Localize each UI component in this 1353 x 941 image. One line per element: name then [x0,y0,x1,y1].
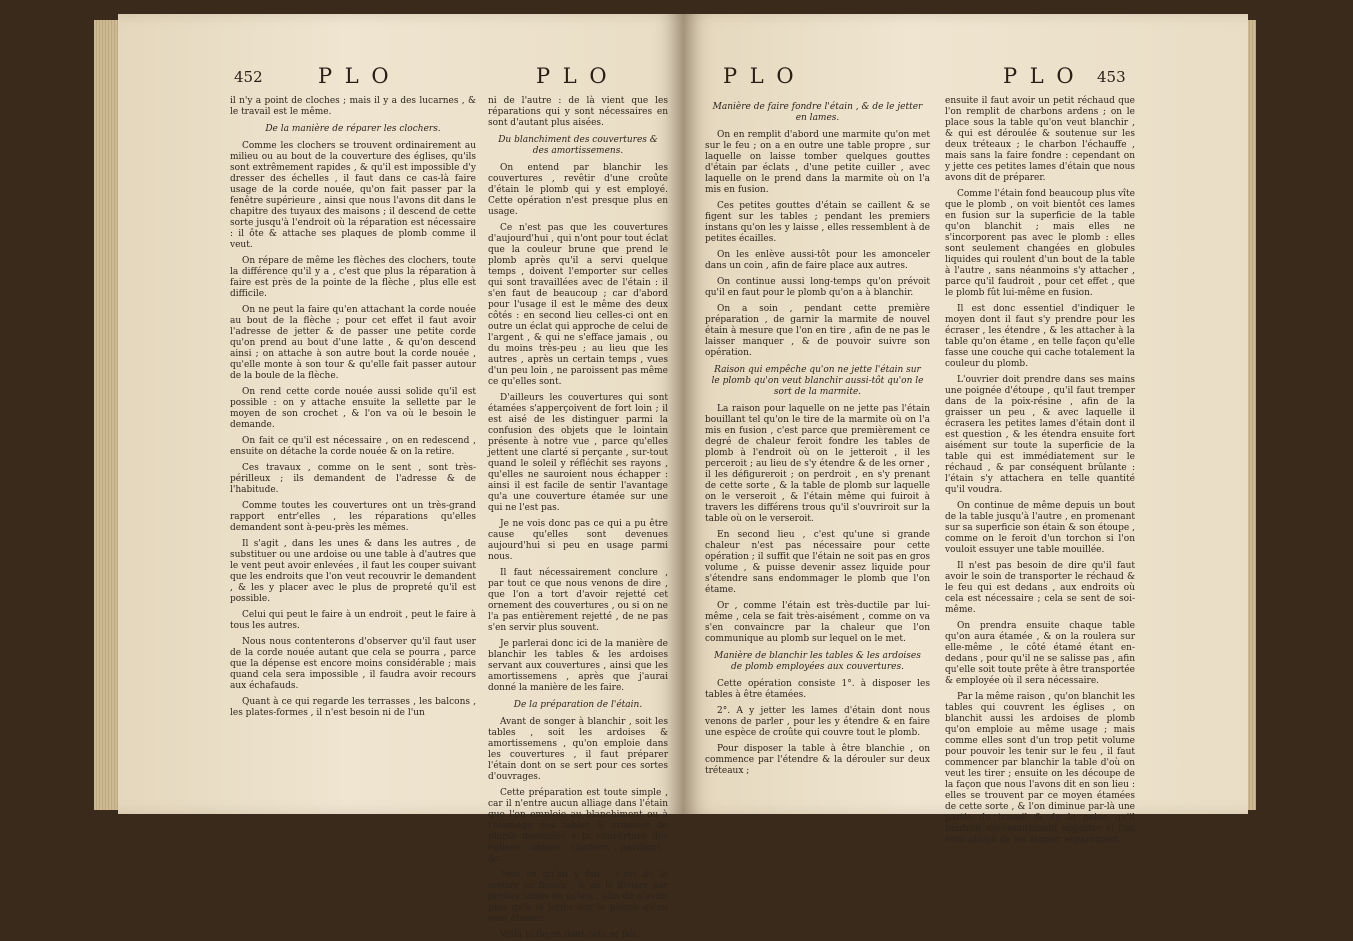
paragraph: Comme les clochers se trouvent ordinairement au milieu ou au bout de la couverture des églises, qu'ils sont extrêmement rapides , & qu'il est impossible d'y dresser des échelles , il faut dans ce cas-là faire usage de la corde nouée, qu'on fait passer par la fenêtre supérieure , ainsi que nous l'avons dit dans le chapitre des tuyaux des maisons ; il descend de cette sorte jusqu'à l'endroit où la réparation est nécessaire : il ôte & attache ses plaques de plomb comme il veut. [230,141,476,250]
paragraph: On les enlève aussi-tôt pour les amonceler dans un coin , afin de faire place aux autres. [705,250,930,271]
running-head: P L O [723,64,797,88]
text-column [488,96,668,940]
paragraph: Ces petites gouttes d'étain se caillent & se figent sur les tables ; pendant les premiers instans qu'on les y laisse , elles ressemblent à de petites écailles. [705,201,930,244]
paragraph: Par la même raison , qu'on blanchit les tables qui couvrent les églises , on blanchit aussi les ardoises de plomb qu'on emploie au même usage ; mais comme elles sont d'un trop petit volume pour pouvoir les tenir sur le feu , il faut commencer par blanchir la table d'où on veut les tirer ; ensuite on les découpe de la façon que nous l'avons dit en son lieu : elles se trouvent par ce moyen étamées de cette sorte , & l'on diminue par-là une partie du travail & de la peine qu'il faudroit nécessairement apporter si l'on étoit obligé de les étamer séparément. [945,692,1135,845]
paragraph: 2°. A y jetter les lames d'étain dont nous venons de parler , pour les y étendre & en faire une espèce de croûte qui couvre tout le plomb. [705,706,930,738]
paragraph: Celui qui peut le faire à un endroit , peut le faire à tous les autres. [230,610,476,631]
paragraph: Il faut nécessairement conclure , par tout ce que nous venons de dire , que l'on a tort d'avoir rejetté cet ornement des couvertures , ou si on ne l'a pas entièrement rejetté , de ne pas s'en servir plus souvent. [488,568,668,633]
section-heading: De la préparation de l'étain. [513,700,643,710]
paragraph: Voilà la façon dont cela se fait. [500,930,640,940]
paragraph: Ce n'est pas que les couvertures d'aujourd'hui , qui n'ont pour tout éclat que la couleur brune que prend le plomb après qu'il a servi quelque temps , doivent l'emporter sur celles qui sont travaillées avec de l'étain : il s'en faut de beaucoup ; car d'abord pour l'usage il est le même des deux côtés : en second lieu celles-ci ont en outre un éclat qui approche de celui de l'argent , & qui ne s'efface jamais , ou du moins très-peu ; au lieu que les autres , après un certain temps , vues d'un peu loin , ne paroissent pas même ce qu'elles sont. [488,223,668,387]
paragraph: On fait ce qu'il est nécessaire , on en redescend , ensuite on détache la corde nouée & on la retire. [230,436,476,457]
paragraph: Il est donc essentiel d'indiquer le moyen dont il faut s'y prendre pour les écraser , les étendre , & les attacher à la table qu'on étame , en telle façon qu'elle fasse une couche qui cache totalement la couleur du plomb. [945,304,1135,369]
right-page [683,14,1248,845]
paragraph: ensuite il faut avoir un petit réchaud que l'on remplit de charbons ardens ; on le place sous la table qu'on veut blanchir , & qui est déroulée & soutenue sur les deux tréteaux ; le charbon l'échauffe , mais sans la faire fondre : cependant on y jette ces petites lames d'étain que nous avons dit de préparer. [945,96,1135,183]
paragraph: D'ailleurs les couvertures qui sont étamées s'apperçoivent de fort loin ; il est aisé de les distinguer parmi la confusion des objets que le lointain présente à notre vue , parce qu'elles jettent une clarté si perçante , sur-tout quand le soleil y réfléchit ses rayons , qu'elles ne sauroient nous échapper : ainsi il est facile de sentir l'avantage qu'a une couverture étamée sur une qui ne l'est pas. [488,393,668,513]
running-head: P L O [536,64,610,88]
paragraph: il n'y a point de cloches ; mais il y a des lucarnes , & le travail est le même. [230,96,476,117]
paragraph: Tout ce qu'on y fait , c'est de le mettre en fusion , & de le diviser par petites lames ou éclats , afin de n'avoir plus qu'à le jetter sur le plomb qu'on veut étamer. [488,870,668,924]
page-number: 453 [1097,68,1126,86]
paragraph: ni de l'autre : de là vient que les réparations qui y sont nécessaires en sont d'autant plus aisées. [488,96,668,128]
paragraph: Cette opération consiste 1°. à disposer les tables à être étamées. [705,679,930,700]
paragraph: On répare de même les flèches des clochers, toute la différence qu'il y a , c'est que plus la réparation à faire est près de la pointe de la flèche , plus elle est difficile. [230,256,476,299]
section-heading: Raison qui empêche qu'on ne jette l'étain sur le plomb qu'on veut blanchir aussi-tôt qu'on le sort de la marmite. [711,365,924,397]
paragraph: Pour disposer la table à être blanchie , on commence par l'étendre & la dérouler sur deux tréteaux ; [705,744,930,776]
paragraph: Je ne vois donc pas ce qui a pu être cause qu'elles sont devenues aujourd'hui si peu en usage parmi nous. [488,519,668,562]
paragraph: On continue de même depuis un bout de la table jusqu'à l'autre , en promenant sur sa superficie son étain & son étoupe , comme on le feroit d'un torchon si l'on vouloit essuyer une table mouillée. [945,501,1135,555]
paragraph: Nous nous contenterons d'observer qu'il faut user de la corde nouée autant que cela se pourra , parce que la dépense est encore moins considérable ; mais quand cela sera impossible , il faudra avoir recours aux échafauds. [230,637,476,691]
paragraph: On en remplit d'abord une marmite qu'on met sur le feu ; on a en outre une table propre , sur laquelle on laisse tomber quelques gouttes d'étain par éclats , d'une petite cuiller , avec laquelle on le prend dans la marmite où on l'a mis en fusion. [705,130,930,195]
paragraph: Il n'est pas besoin de dire qu'il faut avoir le soin de transporter le réchaud & le feu qui est dedans , aux endroits où cela est nécessaire ; cela se sent de soi-même. [945,561,1135,615]
paragraph: Comme toutes les couvertures ont un très-grand rapport entr'elles , les réparations qu'elles demandent sont à-peu-près les mêmes. [230,501,476,533]
paragraph: Avant de songer à blanchir , soit les tables , soit les ardoises & amortissemens , qu'on emploie dans les couvertures , il faut préparer l'étain dont on se sert pour ces sortes d'ouvrages. [488,717,668,782]
paragraph: On continue aussi long-temps qu'on prévoit qu'il en faut pour le plomb qu'on a à blanchir. [705,277,930,298]
section-heading: De la manière de réparer les clochers. [265,124,441,134]
book-spread [118,14,1248,940]
left-page [118,14,683,940]
running-head: P L O [318,64,392,88]
section-heading: Du blanchiment des couvertures & des amortissemens. [498,135,658,156]
left-page-header [118,64,683,94]
paragraph: On ne peut la faire qu'en attachant la corde nouée au bout de la flèche ; pour cet effet il faut avoir l'adresse de jetter & de passer une petite corde qu'on prend au bout d'une latte , & qu'on descend ainsi ; on attache à son autre bout la corde nouée , qu'elle monte à son tour & qu'elle fait passer autour de la boule de la flèche. [230,305,476,381]
paragraph: En second lieu , c'est qu'une si grande chaleur n'est pas nécessaire pour cette opération ; il suffit que l'étain ne soit pas en gros volume , & puisse devenir assez liquide pour s'étendre sans endommager le plomb que l'on étame. [705,530,930,595]
paragraph: La raison pour laquelle on ne jette pas l'étain bouillant tel qu'on le tire de la marmite où on l'a mis en fusion , c'est parce que premièrement ce degré de chaleur feroit fondre les tables de plomb à l'endroit où on le jetteroit , il les perceroit ; au lieu de s'y étendre & de les orner , il les défigureroit ; on perdroit , en s'y prenant de cette sorte , & la table de plomb sur laquelle on le verseroit , & l'étain même qui fuiroit à travers les différens trous qu'il s'ouvriroit sur la table où on le verseroit. [705,404,930,524]
paragraph: On prendra ensuite chaque table qu'on aura étamée , & on la roulera sur elle-même , le côté étamé étant en-dedans , pour qu'il ne se salisse pas , afin qu'elle soit toute prête à être transportée & employée où il sera nécessaire. [945,621,1135,686]
text-column [230,96,476,806]
section-heading: Manière de faire fondre l'étain , & de le jetter en lames. [712,102,923,123]
paragraph: Je parlerai donc ici de la manière de blanchir les tables & les ardoises servant aux couvertures , ainsi que les amortissemens , après que j'aurai donné la manière de les faire. [488,639,668,693]
paragraph: On a soin , pendant cette première préparation , de garnir la marmite de nouvel étain à mesure que l'on en tire , afin de ne pas le laisser manquer , & de pouvoir suivre son opération. [705,304,930,358]
right-page-header [683,64,1248,94]
section-heading: Manière de blanchir les tables & les ardoises de plomb employées aux couvertures. [714,651,921,672]
paragraph: Ces travaux , comme on le sent , sont très-périlleux ; ils demandent de l'adresse & de l'habitude. [230,463,476,495]
paragraph: L'ouvrier doit prendre dans ses mains une poignée d'étoupe , qu'il faut tremper dans de la poix-résine , afin de la graisser un peu , & avec laquelle il écrasera les petites lames d'étain dont il est question , & les étendra ensuite fort aisément sur toute la superficie de la table qui est immédiatement sur le réchaud , & par conséquent brûlante : l'étain s'y attachera en telle quantité qu'il voudra. [945,375,1135,495]
paragraph: Quant à ce qui regarde les terrasses , les balcons , les plates-formes , il n'est besoin ni de l'un [230,697,476,718]
page-number: 452 [234,68,263,86]
paragraph: On entend par blanchir les couvertures , revêtir d'une croûte d'étain le plomb qui y est employé. Cette opération n'est presque plus en usage. [488,163,668,217]
running-head: P L O [1003,64,1077,88]
paragraph: Or , comme l'étain est très-ductile par lui-même , cela se fait très-aisément , comme on va s'en convaincre par la chaleur que l'on communique au plomb sur lequel on le met. [705,601,930,644]
text-column [705,96,930,806]
paragraph: Comme l'étain fond beaucoup plus vîte que le plomb , on voit bientôt ces lames en fusion sur la superficie de la table qu'on blanchit ; mais elles ne s'incorporent pas avec le plomb : elles sont seulement changées en globules liquides qui roulent d'un bout de la table à l'autre , sans néanmoins s'y attacher , parce qu'il faudroit , pour cet effet , que le plomb fût lui-même en fusion. [945,189,1135,298]
paragraph: Il s'agit , dans les unes & dans les autres , de substituer ou une ardoise ou une table à d'autres que le vent peut avoir enlevées , il faut les couper suivant que les endroits que l'on veut recouvrir le demandent , & les y placer avec le plus de propreté qu'il est possible. [230,539,476,604]
paragraph: On rend cette corde nouée aussi solide qu'il est possible : on y attache ensuite la sellette par le moyen de son crochet , & l'on va où le besoin le demande. [230,387,476,430]
text-column [945,96,1135,845]
paragraph: Cette préparation est toute simple , car il n'entre aucun alliage dans l'étain que l'on emploie au blanchiment ou à l'étamage des tables & ardoises de plomb destinées à la couverture des églises , dômes , clochers , pavillons , &c. [488,788,668,864]
